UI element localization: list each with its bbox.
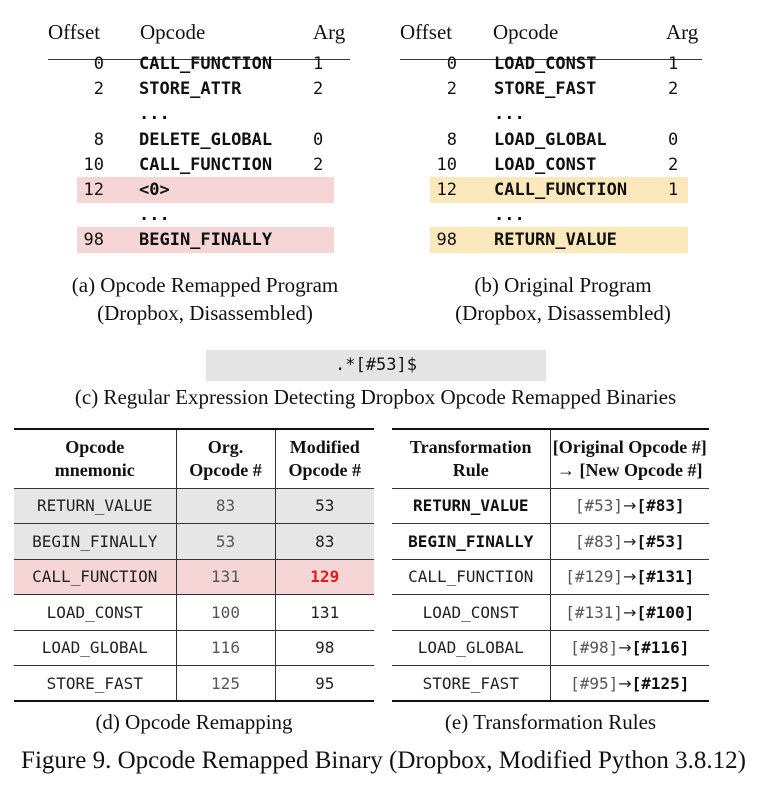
new-opcode: [#83] [636,496,685,516]
panel-b-caption-line2: (Dropbox, Disassembled) [455,301,671,325]
org-opcode-cell: 53 [176,524,275,560]
rule-cell: LOAD_GLOBAL [392,630,550,666]
listing-row [77,76,334,102]
table-row [14,595,374,631]
original-opcode: [#53] [574,496,624,516]
table-row [392,595,709,631]
arg-header: Arg [313,20,346,44]
listing-row [430,101,688,127]
original-opcode: [#129] [565,567,624,587]
offset-cell: 0 [93,54,104,74]
opcode-cell: ... [494,205,525,226]
mod-header-line1: Modified [289,436,360,457]
rule-header-line2: Rule [452,459,489,480]
org-header-line1: Org. [207,436,244,457]
mnemonic-cell: RETURN_VALUE [14,488,176,524]
org-opcode-cell: 131 [176,559,275,595]
opcode-cell: STORE_ATTR [139,79,242,100]
opcode-header: Opcode [493,20,559,44]
panel-a-caption-line2: (Dropbox, Disassembled) [97,301,313,325]
new-opcode: [#116] [631,638,690,658]
mnemonic-cell: LOAD_GLOBAL [14,630,176,666]
org-opcode-cell: 100 [176,595,275,631]
opcode-cell: BEGIN_FINALLY [139,230,273,251]
arg-cell: 1 [668,54,679,74]
arrow-icon: → [618,638,632,658]
mapping-cell [550,524,709,560]
opcode-cell: LOAD_CONST [494,154,597,175]
modified-opcode-cell: 98 [275,630,374,666]
table-row [392,524,709,560]
listing-row [430,152,688,178]
listing-row [77,127,334,153]
org-opcode-cell: 83 [176,488,275,524]
transformation-rules-table [392,428,709,702]
rule-cell: RETURN_VALUE [392,488,550,524]
arg-cell: 0 [668,129,679,150]
modified-opcode-cell: 131 [275,595,374,631]
mnemonic-cell: STORE_FAST [14,666,176,702]
original-opcode: [#83] [574,531,624,551]
arrow-icon: → [623,567,637,587]
listing-row [77,177,334,203]
opcode-cell: LOAD_GLOBAL [494,129,607,150]
offset-cell: 98 [436,230,457,251]
opcode-cell: RETURN_VALUE [494,230,617,251]
panel-a-caption-line1: (a) Opcode Remapped Program [71,273,339,297]
opcode-cell: LOAD_CONST [494,54,597,74]
rule-header-line1: Transformation [409,436,532,457]
listing-row [430,51,688,77]
org-header-line2: Opcode # [189,459,262,480]
regex-pattern: .*[#53]$ [206,350,546,381]
rule-cell: BEGIN_FINALLY [392,524,550,560]
offset-cell: 98 [83,230,104,251]
offset-cell: 2 [446,79,457,100]
mapping-header-line1: [Original Opcode #] [552,436,707,457]
listing-row [430,202,688,228]
panel-b-caption [398,271,728,327]
mnemonic-header-line1: Opcode [65,436,125,457]
panel-b-caption-line1: (b) Original Program [474,273,652,297]
offset-cell: 0 [446,54,457,74]
opcode-header: Opcode [140,20,206,44]
original-opcode: [#131] [565,602,624,622]
listing-row [430,177,688,203]
panel-d-caption: (d) Opcode Remapping [95,710,293,734]
table-row [14,488,374,524]
listing-row [77,227,334,253]
mapping-cell [550,595,709,631]
arg-cell: 2 [313,154,324,175]
opcode-cell: <0> [139,180,170,200]
table-row [392,630,709,666]
rule-cell: LOAD_CONST [392,595,550,631]
listing-row [77,51,334,77]
table-row [14,666,374,702]
modified-opcode-cell: 95 [275,666,374,702]
mapping-cell [550,666,709,702]
offset-cell: 10 [83,154,104,175]
table-row [14,630,374,666]
panel-c-caption: (c) Regular Expression Detecting Dropbox Opcode Remapped Binaries [74,385,677,409]
mnemonic-cell: CALL_FUNCTION [14,559,176,595]
opcode-cell: ... [139,205,170,226]
offset-cell: 8 [446,129,457,150]
arrow-icon: → [623,531,637,551]
listing-row [77,101,334,127]
arg-cell: 2 [668,79,679,100]
opcode-cell: CALL_FUNCTION [494,180,628,200]
mapping-header-line2: → [New Opcode #] [557,459,703,480]
panel-a-caption [40,271,370,327]
new-opcode: [#125] [631,673,690,693]
offset-header: Offset [48,20,101,44]
table-row [14,559,374,595]
mnemonic-header [14,429,176,488]
opcode-remapping-table [14,428,374,702]
new-opcode: [#131] [636,567,695,587]
arg-cell: 1 [313,54,324,74]
offset-cell: 12 [436,180,457,200]
mapping-cell [550,559,709,595]
org-opcode-header [176,429,275,488]
original-opcode: [#95] [570,673,619,693]
arrow-icon: → [623,496,637,516]
panel-e-caption: (e) Transformation Rules [444,710,657,734]
offset-cell: 10 [436,154,457,175]
arrow-icon: → [623,602,637,622]
modified-opcode-header [275,429,374,488]
offset-cell: 8 [93,129,104,150]
rule-cell: STORE_FAST [392,666,550,702]
original-opcode: [#98] [570,638,619,658]
offset-cell: 2 [93,79,104,100]
table-row [392,559,709,595]
org-opcode-cell: 116 [176,630,275,666]
mnemonic-cell: BEGIN_FINALLY [14,524,176,560]
opcode-cell: ... [139,104,170,125]
mapping-header [550,429,709,488]
mnemonic-header-line2: mnemonic [54,459,135,480]
modified-opcode-cell: 83 [275,524,374,560]
arg-cell: 2 [313,79,324,100]
listing-row [430,76,688,102]
mod-header-line2: Opcode # [288,459,361,480]
arg-cell: 1 [668,180,679,200]
offset-header: Offset [400,20,453,44]
table-row [14,524,374,560]
listing-row [77,152,334,178]
table-row [392,666,709,702]
rule-cell: CALL_FUNCTION [392,559,550,595]
arg-cell: 0 [313,129,324,150]
modified-opcode-cell: 53 [275,488,374,524]
offset-cell: 12 [83,180,104,200]
arrow-icon: → [618,673,632,693]
opcode-cell: ... [494,104,525,125]
mnemonic-cell: LOAD_CONST [14,595,176,631]
opcode-cell: CALL_FUNCTION [139,154,273,175]
listing-row [430,227,688,253]
opcode-cell: CALL_FUNCTION [139,54,273,74]
new-opcode: [#53] [636,531,685,551]
org-opcode-cell: 125 [176,666,275,702]
mapping-cell [550,488,709,524]
listing-row [77,202,334,228]
arg-cell: 2 [668,154,679,175]
listing-row [430,127,688,153]
mapping-cell [550,630,709,666]
rule-header [392,429,550,488]
new-opcode: [#100] [636,602,695,622]
figure-caption: Figure 9. Opcode Remapped Binary (Dropbox, Modified Python 3.8.12) [21,747,746,774]
opcode-cell: STORE_FAST [494,79,597,100]
arg-header: Arg [666,20,699,44]
table-row [392,488,709,524]
opcode-cell: DELETE_GLOBAL [139,129,273,150]
modified-opcode-cell: 129 [275,559,374,595]
